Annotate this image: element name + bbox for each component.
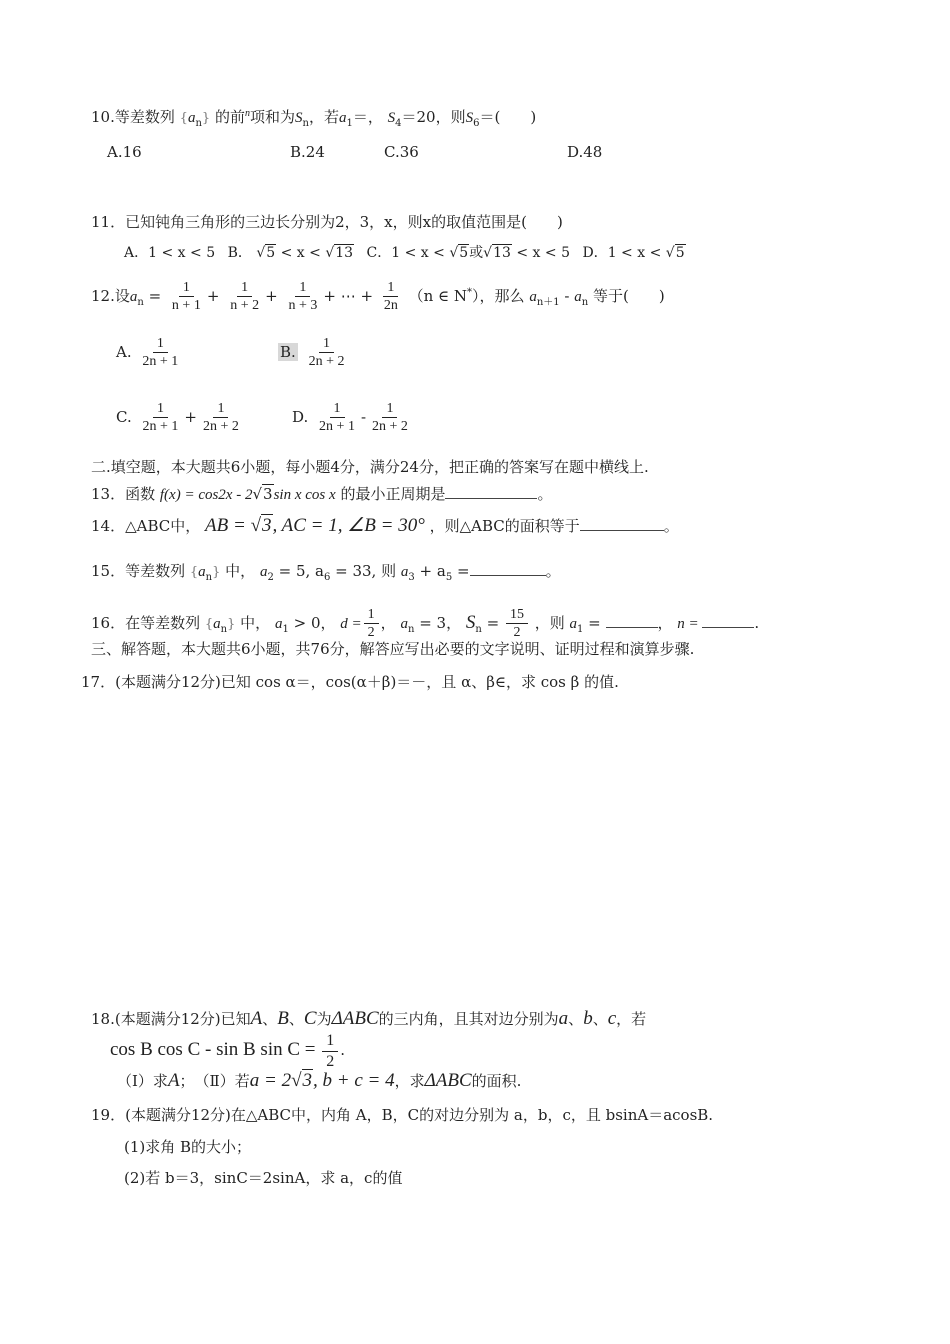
answer-blank[interactable]: [445, 484, 537, 499]
denominator: 2n + 2: [372, 419, 408, 435]
var-a: a: [338, 110, 347, 126]
var-a: a: [569, 615, 578, 632]
answer-blank[interactable]: [606, 613, 658, 628]
q18-text: ，若: [616, 1010, 647, 1028]
q10-option-b: B.24: [290, 143, 325, 161]
denominator: 2n + 1: [319, 419, 355, 435]
q10-number: 10.: [91, 108, 115, 126]
q12-condition-end: ），那么: [472, 286, 525, 305]
sub: 4: [395, 118, 402, 129]
denominator: 2: [513, 625, 521, 641]
q15-condition: = 5, a: [273, 562, 324, 580]
fraction: [380, 280, 402, 314]
var-C: C: [303, 1008, 317, 1029]
denominator: n + 1: [171, 298, 201, 314]
q18-text: 为: [316, 1010, 332, 1028]
denominator: 2n + 2: [202, 419, 239, 435]
separator: ，: [446, 613, 462, 632]
var-a: a: [129, 288, 138, 305]
sub: 3: [408, 572, 415, 583]
var-B: B: [277, 1008, 289, 1029]
q12-condition: （n ∈ N: [408, 286, 468, 305]
var-A: A: [167, 1070, 180, 1091]
q18-line2: [110, 1032, 345, 1070]
fraction: [199, 401, 243, 435]
q18-end: 的面积.: [471, 1072, 522, 1090]
q10-option-c: C.36: [384, 143, 419, 161]
sqrt-sign: √: [325, 245, 335, 261]
var-a: a: [558, 1008, 569, 1029]
var-S: S: [465, 110, 474, 126]
q10-text: ，若: [308, 108, 339, 126]
brace-close: }: [201, 111, 211, 126]
denominator: 2n: [383, 298, 398, 314]
seq-a: a: [213, 615, 221, 632]
q14-prefix: 14．△ABC中，: [91, 517, 201, 535]
sub: n: [302, 118, 309, 129]
separator: 、: [288, 1010, 304, 1028]
numerator: 1: [213, 401, 228, 418]
numerator: 1: [153, 401, 168, 418]
var-a: a: [529, 288, 537, 305]
var-b: b: [583, 1008, 593, 1029]
sub: 6: [473, 118, 480, 129]
seq-a: a: [198, 564, 206, 580]
q18-end: .: [340, 1041, 346, 1060]
q12-number: 12.设: [91, 286, 130, 305]
q11-option-a-label: A．: [124, 245, 149, 261]
answer-blank[interactable]: [580, 516, 664, 531]
q18-part1: （Ⅰ）求: [117, 1072, 168, 1090]
q11-option-c-text: < x < 5: [511, 245, 570, 261]
seq-a: a: [187, 110, 196, 126]
q10-text: ＝20，则: [401, 108, 466, 126]
section-heading-solutions: 三、解答题，本大题共6小题，共76分，解答应写出必要的文字说明、证明过程和演算步骤.: [91, 640, 695, 658]
q11-option-b-label: B．: [227, 245, 252, 261]
sub: n: [581, 296, 589, 308]
q14-expression: AB =: [205, 515, 251, 536]
dots: + ⋯ +: [323, 286, 374, 305]
q11-line: 11．已知钝角三角形的三边长分别为2，3，x，则x的取值范围是( ): [91, 213, 563, 231]
numerator: 1: [330, 401, 345, 418]
sqrt-sign: √: [291, 1070, 302, 1091]
sub: 6: [323, 572, 331, 583]
q10-text: 项和为: [249, 108, 295, 126]
numerator: 1: [382, 401, 397, 418]
var-A: A: [250, 1008, 263, 1029]
numerator: 1: [383, 280, 398, 297]
radicand: 3: [263, 485, 273, 503]
q15-text: 则: [381, 562, 397, 580]
denominator: n + 2: [230, 298, 260, 314]
q13-expression: f(x) = cos2x - 2: [159, 487, 253, 503]
q16-text: 中，: [240, 613, 271, 632]
sqrt-sign: √: [256, 245, 266, 261]
q11-options: [124, 245, 686, 262]
q11-option-b-text: < x <: [276, 245, 326, 261]
fraction: [364, 607, 379, 641]
sub: 1: [282, 623, 289, 635]
numerator: 1: [322, 1032, 338, 1052]
minus: -: [559, 286, 575, 305]
separator: ，: [657, 613, 673, 632]
q18-line3: [117, 1070, 521, 1093]
sqrt-sign: √: [250, 515, 261, 536]
q15-end: 。: [545, 562, 561, 580]
q15-prefix: 15．等差数列: [91, 562, 186, 580]
numerator: 1: [179, 280, 194, 297]
triangle-abc: ΔABC: [424, 1070, 472, 1091]
var-a: a: [400, 564, 409, 580]
q19-line3: (2)若 b＝3，sinC＝2sinA，求 a，c的值: [124, 1169, 403, 1187]
q10-text: ＝( ): [479, 108, 537, 126]
q16-n: n =: [677, 615, 703, 632]
denominator: 2: [367, 625, 375, 641]
sqrt-sign: √: [252, 485, 263, 503]
var-n: n: [244, 108, 250, 119]
q13-expression: sin x cos x: [273, 487, 336, 503]
radicand: 13: [493, 245, 511, 261]
sqrt-sign: √: [665, 245, 675, 261]
brace-close: }: [227, 616, 236, 632]
equals: =: [452, 562, 470, 580]
denominator: 2: [326, 1052, 335, 1070]
brace-close: }: [212, 565, 221, 580]
q15-query: + a: [414, 562, 446, 580]
fraction: [322, 1032, 338, 1070]
q18-expression: a = 2: [249, 1070, 292, 1091]
plus: +: [206, 286, 220, 305]
q10-text: 的前: [214, 108, 245, 126]
numerator: 15: [506, 607, 528, 624]
sup: *: [467, 286, 473, 298]
q12-option-d: [292, 401, 414, 435]
q15-line: [91, 562, 561, 584]
q11-option-c-or: 或: [469, 245, 484, 261]
radicand: 3: [302, 1070, 313, 1091]
sqrt-sign: √: [449, 245, 459, 261]
q10-text: 等差数列: [114, 108, 175, 126]
fraction: [506, 607, 528, 641]
q15-condition: = 33,: [330, 562, 377, 580]
numerator: 1: [237, 280, 252, 297]
brace-open: {: [189, 565, 199, 580]
q14-expression: , AC = 1, ∠B = 30°: [272, 515, 425, 536]
denominator: 2n + 1: [142, 354, 179, 370]
sub: n: [195, 118, 202, 129]
var-c: c: [607, 1008, 617, 1029]
sub: 5: [445, 572, 453, 583]
minus: -: [360, 407, 367, 426]
plus: +: [265, 286, 278, 305]
q16-line: [91, 607, 759, 641]
numerator: 1: [153, 336, 168, 353]
q13-prefix: 13．函数: [91, 485, 156, 503]
sub: 2: [267, 572, 274, 583]
brace-open: {: [179, 111, 188, 126]
q10-option-d: D.48: [567, 143, 603, 161]
fraction: [315, 401, 359, 435]
sub: 1: [346, 118, 353, 129]
q16-d: d =: [340, 615, 362, 632]
q16-text: ，则: [534, 613, 565, 632]
sub: n: [205, 572, 213, 583]
triangle-abc: ΔABC: [331, 1008, 379, 1029]
q18-expression: cos B cos C - sin B sin C =: [110, 1039, 321, 1061]
brace-open: {: [204, 616, 214, 632]
var-S: S: [387, 110, 396, 126]
q16-condition: > 0: [288, 613, 321, 632]
separator: 、: [568, 1010, 584, 1028]
var-a: a: [574, 288, 582, 305]
q14-line: [91, 515, 679, 538]
sub: n: [407, 623, 415, 635]
q10-line: [91, 108, 536, 130]
var-a: a: [274, 615, 283, 632]
equals: =: [583, 613, 606, 632]
denominator: n + 3: [288, 298, 318, 314]
q16-condition: = 3: [414, 613, 447, 632]
option-label: B.: [280, 342, 296, 361]
sub: n: [137, 296, 144, 308]
q13-end: 。: [537, 485, 553, 503]
section-heading-fill-in: 二.填空题，本大题共6小题，每小题4分，满分24分，把正确的答案写在题中横线上.: [91, 458, 649, 476]
numerator: 1: [319, 336, 334, 353]
fraction: [168, 280, 205, 314]
numerator: 1: [364, 607, 379, 624]
fraction: [284, 280, 321, 314]
q18-expression: , b + c = 4: [313, 1070, 395, 1091]
option-label: A.: [116, 342, 132, 361]
fraction: [368, 401, 412, 435]
q18-text: 的三内角，且其对边分别为: [378, 1010, 559, 1028]
radicand: 5: [266, 245, 276, 261]
q12-option-c: [116, 401, 245, 435]
q12-line: [91, 280, 665, 314]
option-label: D.: [292, 407, 309, 426]
q19-line1: 19．(本题满分12分)在△ABC中，内角 A，B，C的对边分别为 a，b，c，且 bsinA＝acosB.: [91, 1106, 714, 1124]
q11-option-d-label: D．: [582, 245, 608, 261]
fraction: [305, 336, 349, 370]
radicand: 5: [459, 245, 469, 261]
radicand: 13: [335, 245, 354, 261]
q13-text: 的最小正周期是: [340, 485, 446, 503]
q17-line: 17．(本题满分12分)已知 cos α＝，cos(α＋β)＝－，且 α、β∈，求 cos β 的值.: [81, 673, 619, 691]
q16-prefix: 16．在等差数列: [91, 613, 201, 632]
q12-option-b: [278, 336, 350, 370]
fraction: [139, 401, 183, 435]
q18-part2: ； （Ⅱ）若: [179, 1072, 250, 1090]
q13-line: [91, 484, 552, 504]
sub: n: [220, 623, 228, 635]
q12-tail: 等于( ): [593, 286, 665, 305]
denominator: 2n + 2: [308, 354, 345, 370]
var-a: a: [400, 615, 408, 632]
equals: =: [481, 613, 504, 632]
separator: 、: [262, 1010, 278, 1028]
sub: 1: [577, 623, 584, 635]
plus: +: [184, 407, 197, 426]
equals: =: [143, 286, 166, 305]
q14-text: ，则△ABC的面积等于: [429, 517, 580, 535]
option-label: C.: [116, 407, 132, 426]
q12-option-a: [116, 336, 184, 370]
q18-prefix: 18.(本题满分12分)已知: [91, 1010, 251, 1028]
q11-option-d-text: 1 < x <: [607, 245, 666, 261]
separator: ，: [380, 613, 396, 632]
fraction: [226, 280, 263, 314]
sub: n: [475, 623, 482, 635]
radicand: 5: [675, 245, 685, 261]
q14-end: 。: [663, 517, 679, 535]
q11-option-c-text: 1 < x <: [391, 245, 450, 261]
answer-blank[interactable]: [702, 613, 754, 628]
numerator: 1: [295, 280, 310, 297]
q11-option-a: 1 < x < 5: [148, 245, 216, 261]
denominator: 2n + 1: [142, 419, 179, 435]
q18-text: ，求: [394, 1072, 425, 1090]
answer-blank[interactable]: [470, 567, 546, 576]
q18-line1: [91, 1008, 646, 1031]
var-S: S: [465, 611, 476, 633]
sub: n＋1: [536, 296, 560, 308]
var-a: a: [259, 564, 268, 580]
sqrt-sign: √: [483, 245, 493, 261]
q19-line2: (1)求角 B的大小；: [124, 1138, 252, 1156]
q11-option-c-label: C．: [366, 245, 392, 261]
q10-text: ＝，: [352, 108, 383, 126]
q16-end: .: [754, 613, 760, 632]
separator: ，: [320, 613, 336, 632]
var-S: S: [294, 110, 303, 126]
fraction: [138, 336, 182, 370]
q15-text: 中，: [225, 562, 256, 580]
radicand: 3: [262, 515, 272, 536]
separator: 、: [592, 1010, 608, 1028]
q10-option-a: A.16: [107, 143, 142, 161]
